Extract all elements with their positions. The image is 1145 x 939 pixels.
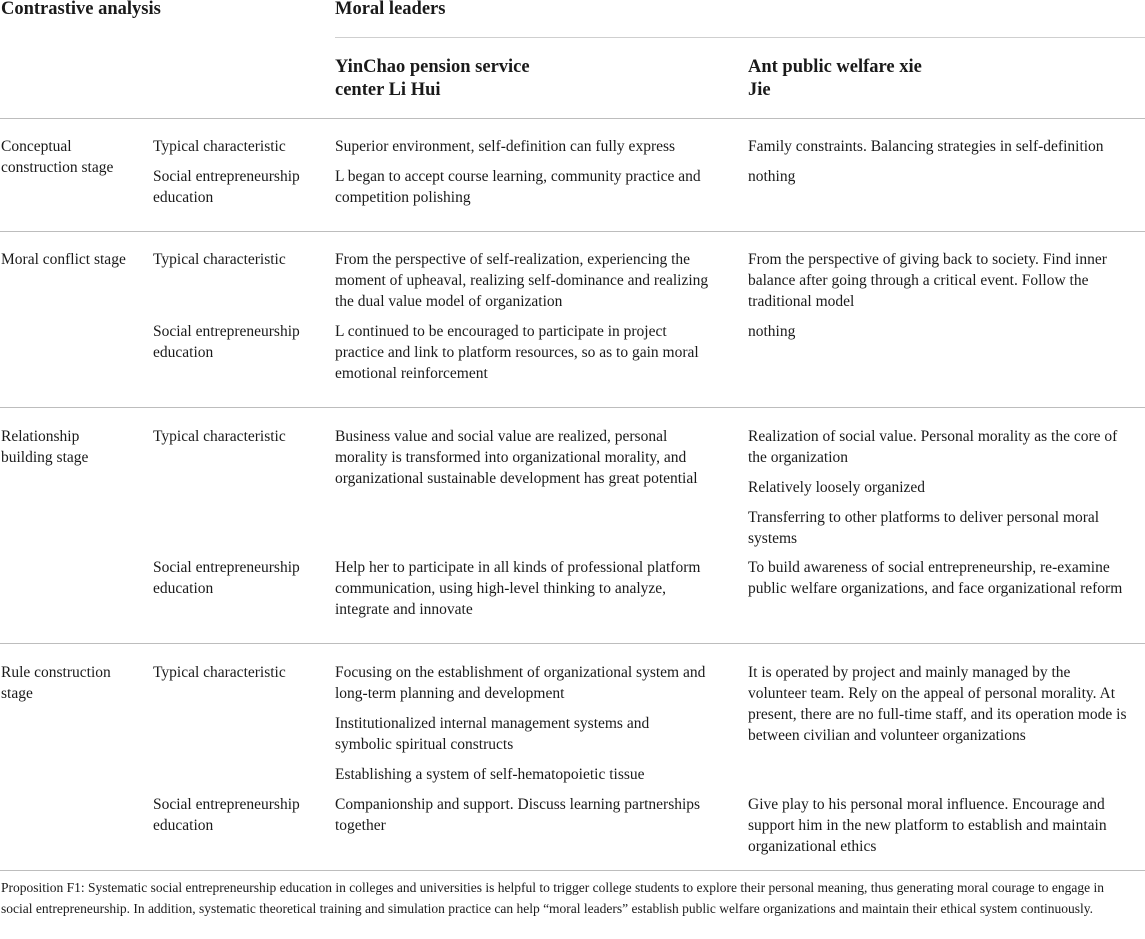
- cell-a: L began to accept course learning, community practice and competition polishing: [335, 168, 701, 206]
- aspect-label: Typical characteristic: [153, 664, 286, 681]
- cell-a: Help her to participate in all kinds of professional platform communication, using high-level thinking to analyze, integrate and innovate: [335, 559, 701, 618]
- stage-divider: [0, 643, 1145, 644]
- aspect-label: Typical characteristic: [153, 251, 286, 268]
- cell-b: To build awareness of social entrepreneurship, re-examine public welfare organizations, and face organizational reform: [748, 559, 1123, 597]
- header-contrastive-analysis: Contrastive analysis: [1, 0, 161, 19]
- aspect-label: Typical characteristic: [153, 138, 286, 155]
- cell-b: Family constraints. Balancing strategies in self-definition: [748, 138, 1104, 155]
- header-col-b: Ant public welfare xie Jie: [748, 57, 922, 100]
- cell-a: Focusing on the establishment of organizational system and long-term planning and development: [335, 664, 706, 702]
- cell-a: From the perspective of self-realization, experiencing the moment of upheaval, realizing self-dominance and realizing the dual value model of organization: [335, 251, 709, 310]
- cell-a: Companionship and support. Discuss learning partnerships together: [335, 796, 701, 834]
- cell-b: From the perspective of giving back to society. Find inner balance after going through a critical event. Follow the traditional model: [748, 251, 1107, 310]
- aspect-label: Social entrepreneurship education: [153, 323, 300, 361]
- cell-b: nothing: [748, 323, 796, 340]
- header-moral-leaders: Moral leaders: [335, 0, 446, 19]
- stage-name: Rule construction stage: [1, 664, 111, 702]
- aspect-label: Typical characteristic: [153, 428, 286, 445]
- cell-b: nothing: [748, 168, 796, 185]
- cell-a: L continued to be encouraged to participate in project practice and link to platform resources, so as to gain moral emotional reinforcement: [335, 323, 699, 382]
- table-footnote: Proposition F1: Systematic social entrepreneurship education in colleges and universities is helpful to trigger college students to explore their personal meaning, thus generating moral courage to engage in social entrepreneurship. In addition, systematic theoretical training and simulation practice can help “moral leaders” establish public welfare organizations and maintain their ethical system continuously.: [1, 880, 1104, 916]
- cell-a: Superior environment, self-definition can fully express: [335, 138, 676, 155]
- header-rule: [0, 118, 1145, 119]
- stage-name: Relationship building stage: [1, 428, 89, 466]
- cell-a: Establishing a system of self-hematopoietic tissue: [335, 766, 645, 783]
- aspect-label: Social entrepreneurship education: [153, 796, 300, 834]
- stage-divider: [0, 407, 1145, 408]
- stage-name: Moral conflict stage: [1, 251, 126, 268]
- header-col-a: YinChao pension service center Li Hui: [335, 57, 530, 100]
- cell-b: Realization of social value. Personal morality as the core of the organization: [748, 428, 1118, 466]
- cell-b: Transferring to other platforms to deliver personal moral systems: [748, 509, 1100, 547]
- cell-a: Business value and social value are realized, personal morality is transformed into organizational morality, and organizational sustainable development has great potential: [335, 428, 698, 487]
- aspect-label: Social entrepreneurship education: [153, 559, 300, 597]
- stage-name: Conceptual construction stage: [1, 138, 114, 176]
- aspect-label: Social entrepreneurship education: [153, 168, 300, 206]
- cell-b: It is operated by project and mainly managed by the volunteer team. Rely on the appeal of personal morality. At present, there are no full-time staff, and its operation mode is between civilian and volunteer organizations: [748, 664, 1127, 744]
- header-subrule: [335, 37, 1145, 38]
- cell-a: Institutionalized internal management systems and symbolic spiritual constructs: [335, 715, 650, 753]
- stage-divider: [0, 231, 1145, 232]
- cell-b: Give play to his personal moral influence. Encourage and support him in the new platform to establish and maintain organizational ethics: [748, 796, 1107, 855]
- cell-b: Relatively loosely organized: [748, 479, 926, 496]
- table-bottom-rule: [0, 870, 1145, 871]
